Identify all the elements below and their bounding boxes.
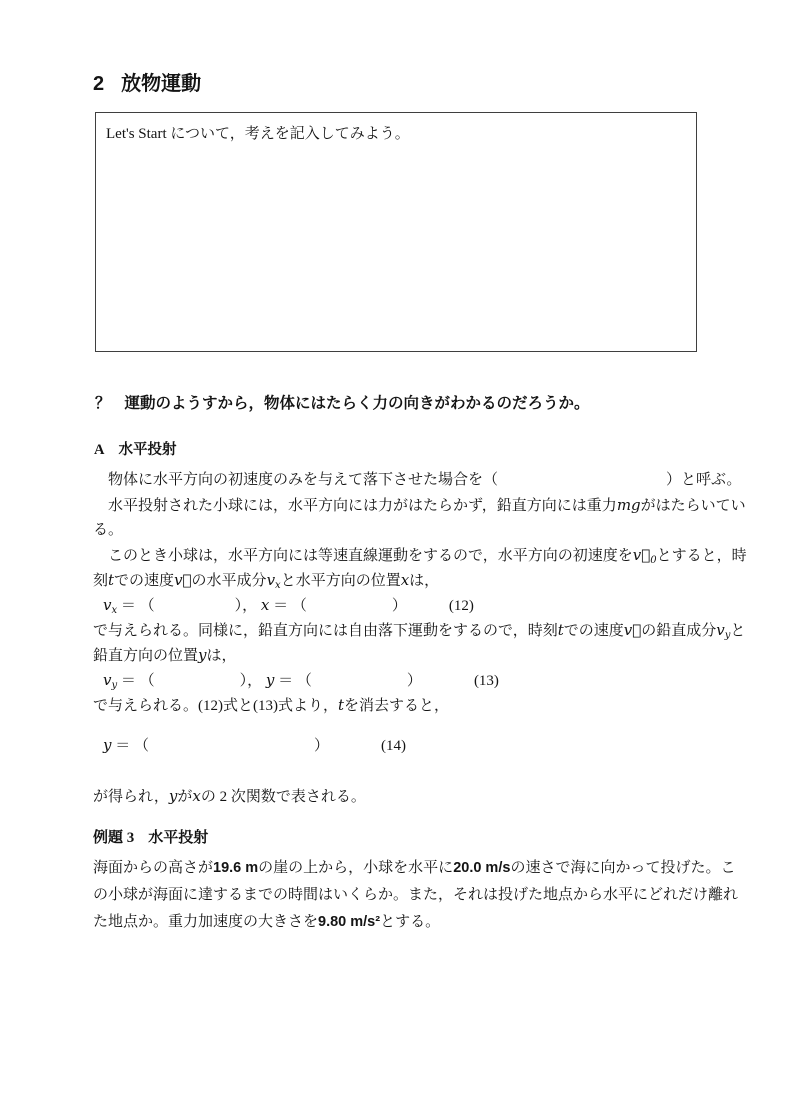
text-segment: ）， (234, 598, 261, 614)
text-segment: v (103, 671, 112, 689)
text-line (93, 784, 366, 810)
text-segment: 鉛直方向の位置 (93, 648, 199, 664)
text-segment: (13) (473, 673, 499, 689)
text-line (93, 518, 773, 543)
text-segment: (14) (381, 738, 407, 754)
text-segment: ）， (239, 673, 266, 689)
text-line (93, 568, 773, 593)
answer-blank[interactable] (155, 671, 240, 685)
answer-blank[interactable] (422, 671, 474, 685)
text-segment: v (716, 621, 725, 639)
text-segment: と水平方向の位置 (280, 573, 401, 589)
equation-12 (93, 593, 773, 618)
equation-14-block (103, 733, 406, 759)
example-3-body (93, 855, 773, 936)
text-segment: y (724, 630, 731, 641)
text-segment: とする。 (380, 914, 441, 930)
lets-start-answer-box[interactable] (95, 112, 697, 352)
example-3-heading (93, 829, 208, 848)
text-segment: と (730, 623, 746, 639)
text-line (93, 855, 773, 882)
section-a-heading (94, 441, 176, 460)
text-segment: 0 (650, 555, 657, 566)
question-mark-icon: ？ (95, 395, 111, 412)
answer-blank[interactable] (155, 596, 235, 610)
example-3-title: 水平投射 (148, 830, 209, 846)
text-segment: がはたらいてい (640, 498, 746, 514)
section-a-body (93, 468, 773, 718)
section-heading (93, 71, 201, 97)
text-segment: y (198, 646, 207, 664)
text-segment: t (108, 571, 115, 589)
text-segment: v⃗ (632, 546, 651, 564)
text-line (93, 909, 773, 936)
text-segment: で与えられる。(12)式と(13)式より， (93, 698, 338, 714)
text-segment: が得られ， (93, 789, 169, 805)
text-line (93, 882, 773, 909)
text-segment: ＝ （ (274, 673, 312, 689)
text-segment: での速度 (563, 623, 624, 639)
text-segment: を消去すると， (344, 698, 450, 714)
text-segment: ＝ （ (117, 673, 155, 689)
text-segment: の小球が海面に達するまでの時間はいくらか。また，それは投げた地点から水平にどれだけ離れ (93, 887, 739, 903)
answer-blank[interactable] (307, 596, 392, 610)
text-segment: 物体に水平方向の初速度のみを与えて落下させた場合を（ (93, 472, 499, 488)
text-segment: ） (314, 738, 330, 754)
text-segment: 9.80 m/s² (318, 914, 381, 930)
text-segment: の水平成分 (191, 573, 267, 589)
text-segment: x (275, 580, 281, 591)
text-segment: 刻 (93, 573, 109, 589)
text-segment: y (265, 671, 275, 689)
text-segment: の 2 次関数で表される。 (200, 789, 366, 805)
answer-blank[interactable] (498, 470, 666, 484)
text-segment: が (177, 789, 193, 805)
text-segment: ＝ （ (117, 598, 155, 614)
text-segment: は， (206, 648, 237, 664)
text-line (93, 543, 773, 568)
equation-14 (103, 733, 406, 759)
text-segment: (12) (448, 598, 474, 614)
text-segment: v (266, 571, 276, 589)
lets-start-prompt: Let's Start について，考えを記入してみよう。 (106, 126, 410, 142)
text-segment: t (557, 621, 564, 639)
text-segment: る。 (93, 522, 124, 538)
text-segment: の崖の上から，小球を水平に (258, 860, 454, 876)
text-segment: ）と呼ぶ。 (666, 472, 742, 488)
text-segment: t (337, 696, 345, 714)
text-segment: x (400, 571, 410, 589)
text-segment: mg (616, 496, 641, 514)
text-segment: 19.6 m (213, 860, 259, 876)
text-line (93, 693, 773, 718)
answer-blank[interactable] (149, 736, 314, 750)
text-segment: このとき小球は，水平方向には等速直線運動をするので，水平方向の初速度を (93, 548, 633, 564)
text-segment: ） (406, 673, 422, 689)
text-segment: ） (391, 598, 407, 614)
text-segment: x (111, 605, 118, 616)
text-segment: y (111, 680, 118, 691)
section-a-title: 水平投射 (118, 442, 177, 458)
answer-blank[interactable] (312, 671, 407, 685)
text-segment: ＝ （ (269, 598, 307, 614)
text-segment: y (168, 787, 178, 805)
text-segment: 20.0 m/s (453, 860, 511, 876)
section-a-label: A (94, 442, 105, 458)
text-segment: での速度 (114, 573, 175, 589)
question-text: 運動のようすから，物体にはたらく力の向きがわかるのだろうか。 (124, 395, 590, 412)
text-segment: とすると，時 (656, 548, 747, 564)
text-line (93, 493, 773, 518)
text-segment: v (103, 596, 112, 614)
text-segment: の鉛直成分 (641, 623, 717, 639)
answer-blank[interactable] (329, 736, 381, 750)
text-segment: は， (409, 573, 440, 589)
equation-13 (93, 668, 773, 693)
inquiry-question (95, 394, 590, 414)
text-segment: た地点か。重力加速度の大きさを (93, 914, 319, 930)
conclusion-line (93, 784, 366, 810)
text-line (93, 643, 773, 668)
text-line (93, 468, 773, 493)
example-3-label: 例題 3 (93, 830, 135, 846)
text-segment: v⃗ (623, 621, 642, 639)
text-segment: ＝ （ (111, 738, 149, 754)
section-title: 放物運動 (121, 73, 202, 95)
text-line (93, 618, 773, 643)
text-segment: 海面からの高さが (93, 860, 214, 876)
section-number: 2 (93, 73, 105, 95)
text-segment: 水平投射された小球には，水平方向には力がはたらかず，鉛直方向には重力 (93, 498, 617, 514)
text-segment: y (103, 736, 112, 754)
answer-blank[interactable] (407, 596, 449, 610)
text-segment: の速さで海に向かって投げた。こ (510, 860, 736, 876)
text-segment: v⃗ (174, 571, 192, 589)
text-segment: x (260, 596, 270, 614)
text-segment: x (192, 787, 201, 805)
text-segment: で与えられる。同様に，鉛直方向には自由落下運動をするので，時刻 (93, 623, 558, 639)
